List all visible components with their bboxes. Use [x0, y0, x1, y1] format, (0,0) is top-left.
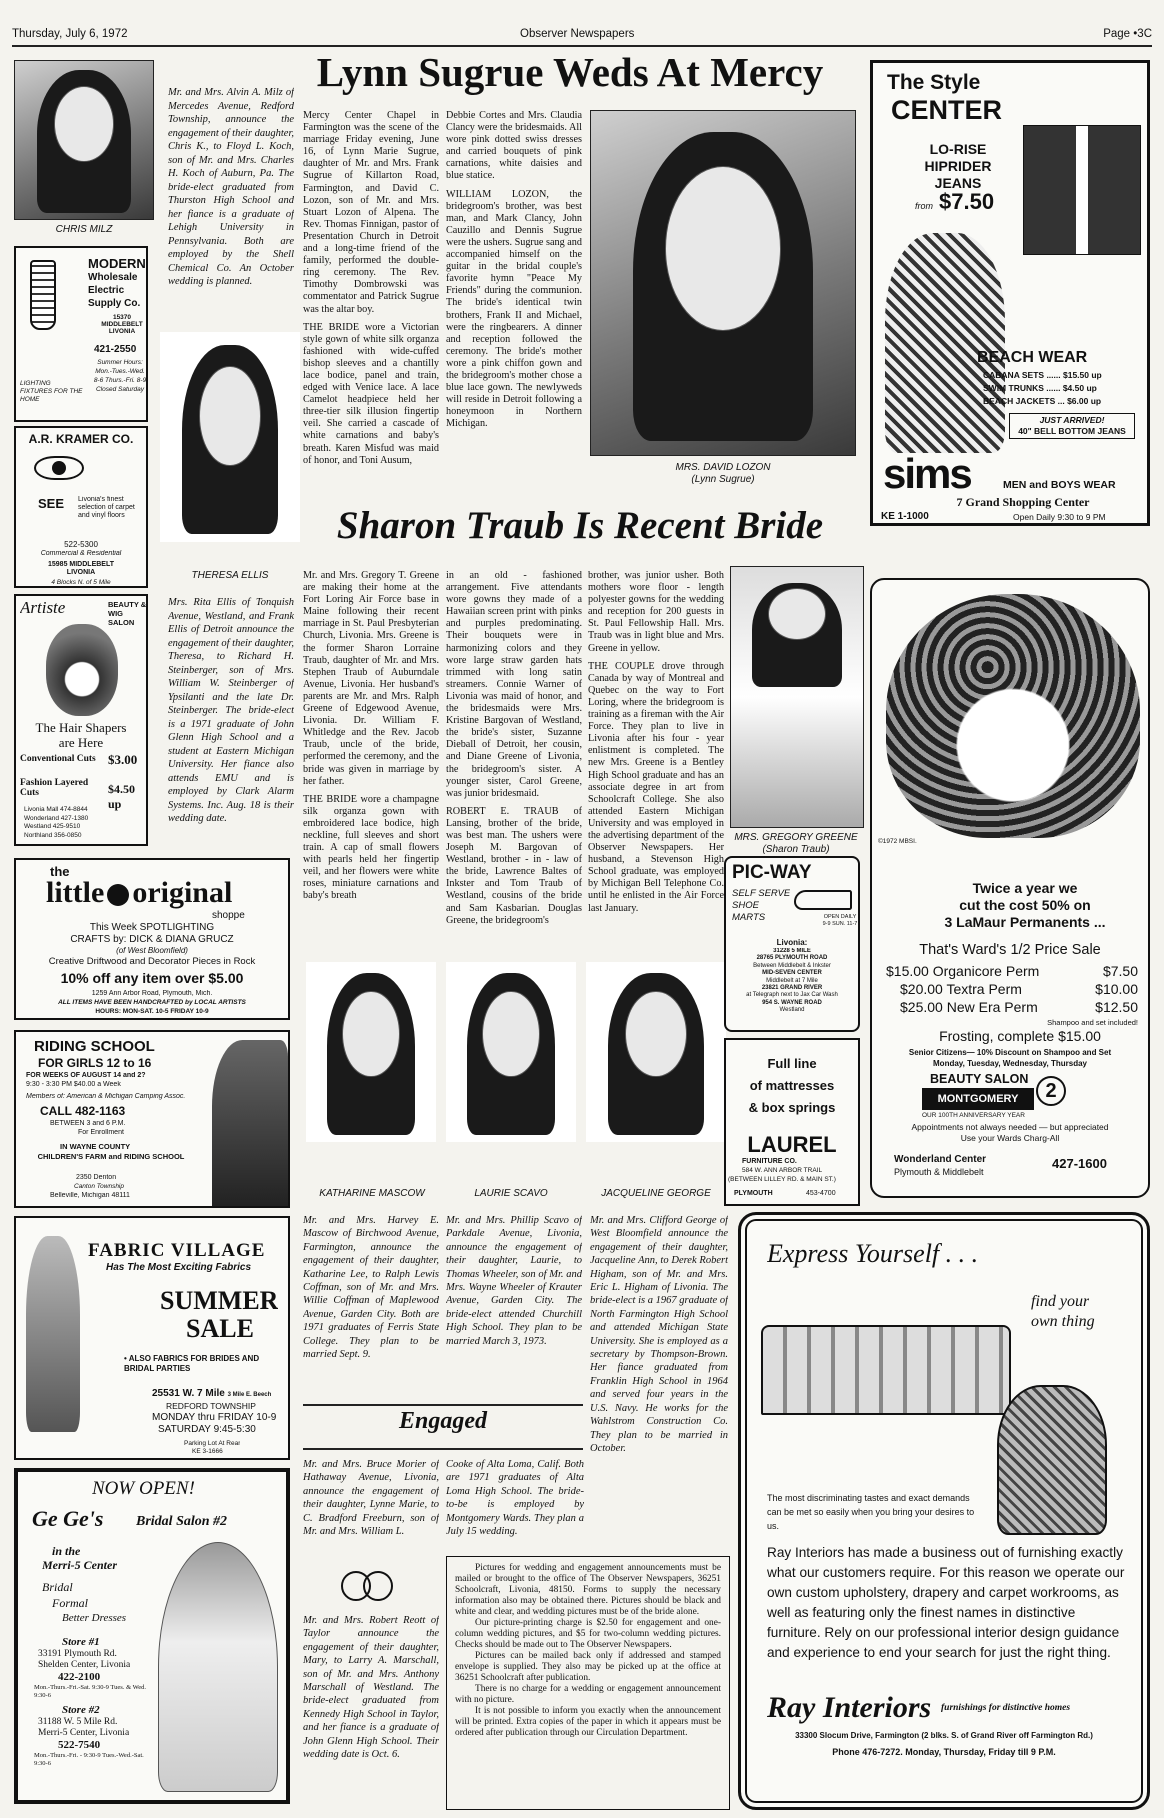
style-arr2: 40" BELL BOTTOM JEANS	[1018, 426, 1126, 436]
kramer-phone: 522-5300	[64, 540, 98, 549]
traub-col2	[446, 570, 582, 927]
ward-frost: Frosting, complete $15.00	[939, 1028, 1101, 1044]
style-item-name: BEACH JACKETS	[983, 396, 1056, 406]
modern-name: MODERN	[88, 256, 146, 271]
fabric-h1: MONDAY thru FRIDAY 10-9	[152, 1412, 277, 1423]
laurel-name: LAUREL	[747, 1132, 837, 1157]
ray-find1: find your	[1031, 1293, 1090, 1310]
artiste-loc: Wonderland 427-1380	[24, 814, 89, 822]
picway-l3: MARTS	[732, 912, 766, 923]
ward-row-item: $25.00 New Era Perm	[900, 999, 1038, 1015]
artiste-loc: Westland 425-9510	[24, 823, 81, 830]
ward-salon: BEAUTY SALON	[930, 1072, 1029, 1086]
ward-row-price: $7.50	[1102, 963, 1138, 979]
modern-tag: LIGHTING FIXTURES FOR THE HOME	[20, 380, 83, 403]
engaged-title: Engaged	[398, 1408, 487, 1434]
riding-t10: 2350 Denton	[76, 1174, 117, 1181]
riding-call: CALL 482-1163	[40, 1104, 126, 1118]
gege-name: Ge Ge's	[32, 1506, 104, 1531]
style-item-price: $15.50 up	[1062, 370, 1102, 380]
gege-s2a: 31188 W. 5 Mile Rd.	[38, 1717, 118, 1727]
modern-name4: Supply Co.	[88, 298, 141, 309]
ward-phone: 427-1600	[1052, 1156, 1107, 1171]
little-l3: (of West Bloomfield)	[116, 946, 188, 955]
artiste-locations	[24, 806, 134, 840]
masthead-rule	[12, 45, 1152, 47]
curly-hair-woman-illustration	[886, 594, 1140, 838]
little-the: the	[50, 864, 70, 879]
fabric-sale1: SUMMER	[160, 1286, 279, 1315]
woman-illustration-icon	[46, 624, 118, 716]
style-j2: HIPRIDER	[924, 158, 992, 174]
bride-illustration	[158, 1542, 278, 1792]
ray-body: Ray Interiors has made a business out of furnishing exactly what our customers require. For this reason we operate our own custom upholstery, drapery and carpet workrooms, as well as featuring only the finest names in distinctive furniture. Rely on our professional interior design guidance and experience to end your search for just the right thing.	[767, 1545, 1125, 1660]
notice-p2: Our picture-printing charge is $2.50 for engagement and one-column wedding pictures, and $5 for two-column wedding pictures. Checks should be made out to The Observer Newspapers.	[455, 1618, 721, 1650]
ward-row-price: $12.50	[1095, 999, 1138, 1015]
ad-gege-bridal	[14, 1468, 290, 1804]
photo-mrs-gregory-greene	[730, 566, 864, 828]
sugrue-col2-p2: WILLIAM LOZON, the bridegroom's brother, was best man, and Mark Clancy, John Cauzillo and Dennis Sugrue were the ushers. Sugrue sang and accompanied himself on the guitar in the bridal couple's favorite hymn "Peace My Friends" during the communion. The bride's identical twin brothers, Frank II and Michael, were the ringbearers. A dinner and reception followed the ceremony. The bride's mother wore a pink chiffon gown and the bridegroom's mother chose a blue lace gown. The newlyweds will reside in Detroit following a honeymoon in Northern Michigan.	[446, 188, 582, 430]
artiste-tag2: are Here	[58, 735, 104, 750]
photo-katharine-mascow	[306, 962, 436, 1142]
sofa-illustration	[761, 1325, 1011, 1415]
photo-theresa-ellis	[160, 332, 300, 542]
laurel-addr: 584 W. ANN ARBOR TRAIL	[742, 1167, 823, 1174]
gege-s2p: 522-7540	[58, 1739, 101, 1751]
sugrue-col1-p2: THE BRIDE wore a Victorian style gown of white silk organza fashioned with wide-cuffed bishop sleeves and a chantilly lace bodice, panel and train, edged with Venice lace. A lace Camelot headpiece held her three-tier silk illusion fingertip veil. She carried a cascade of white carnations and baby's breath. Karen Misfud was maid of honor, and Toni Ausum,	[303, 321, 439, 466]
caption-greene-2: (Sharon Traub)	[762, 844, 830, 855]
modern-name3: Electric	[88, 285, 125, 296]
fabric-sale2: SALE	[186, 1314, 254, 1343]
sugrue-col2-p1: Debbie Cortes and Mrs. Claudia Clancy were the bridesmaids. All wore pink dotted swiss dresses and carried bouquets of pink carnations, white daisies and blue statice.	[446, 110, 582, 182]
artiste-l1: Conventional Cuts	[20, 754, 96, 764]
ad-modern-electric	[14, 246, 148, 422]
artiste-p1: $3.00	[108, 752, 138, 767]
gege-s2h: Mon.-Thurs.-Fri. - 9:30-9 Tues.-Wed.-Sat. 9:30-6	[34, 1752, 144, 1767]
artiste-name: Artiste	[20, 598, 66, 617]
notice-text	[455, 1563, 721, 1739]
ward-price-row	[886, 980, 1138, 998]
gege-b2: Formal	[52, 1596, 88, 1610]
eye-icon	[34, 456, 84, 480]
style-t2: CENTER	[891, 95, 1003, 125]
notice-p4: There is no charge for a wedding or engagement announcement with no picture.	[455, 1684, 721, 1705]
gege-s1p: 422-2100	[58, 1671, 101, 1683]
modern-addr: 15370 MIDDLEBELT LIVONIA	[101, 314, 143, 335]
gege-s1a: 33191 Plymouth Rd.	[38, 1649, 117, 1659]
picway-addr: 954 S. WAYNE ROAD	[762, 999, 822, 1006]
style-beach: BEACH WEAR	[977, 349, 1088, 366]
ward-store2: Plymouth & Middlebelt	[894, 1167, 984, 1177]
fabric-addr-text: 25531 W. 7 Mile	[152, 1388, 225, 1399]
style-j3: JEANS	[934, 175, 982, 191]
sugrue-col1-p1: Mercy Center Chapel in Farmington was the scene of the marriage Friday evening, June 16, of Lynn Marie Sugrue, daughter of Mr. and Mrs. Frank Sugrue of Killarton Road, Farmington, and David C. Lozon, son of Mr. and Mrs. Stuart Lozon of Alpena. The Rev. Thomas Finnigan, pastor of Presentation Church in Detroit and a long-time friend of the family, performed the double-ring ceremony. The Rev. Timothy Dombrowski was commentator and Patrick Sugrue was the altar boy.	[303, 110, 439, 315]
morier-text-2: Cooke of Alta Loma, Calif. Both are 1971 graduates of Alta Loma High School. The bride-to-be is employed by Montgomery Wards. They plan a July 15 wedding.	[446, 1459, 584, 1538]
traub-col3	[588, 570, 724, 915]
fabric-phone: KE 3-1666	[192, 1448, 223, 1455]
fabric-town: REDFORD TOWNSHIP	[166, 1401, 256, 1411]
riding-t7: For Enrollment	[78, 1129, 124, 1136]
ad-wards-beauty-salon	[870, 578, 1150, 1198]
ward-price-list	[886, 962, 1138, 1016]
ad-ray-interiors	[738, 1212, 1150, 1810]
style-price: $7.50	[939, 189, 995, 214]
modern-phone: 421-2550	[94, 344, 137, 355]
photo-laurie-scavo	[446, 962, 576, 1142]
style-j1: LO-RISE	[929, 141, 987, 157]
little-shoppe: shoppe	[212, 910, 245, 921]
style-item-name: CABANA SETS	[983, 370, 1045, 380]
ward-h1: Twice a year we	[972, 880, 1078, 896]
headline-traub: Sharon Traub Is Recent Bride	[336, 504, 824, 547]
little-addr: 1259 Ann Arbor Road, Plymouth, Mich.	[91, 990, 213, 997]
fabric-name: FABRIC VILLAGE	[88, 1240, 266, 1261]
man-illustration	[885, 233, 1005, 453]
ad-riding-school	[14, 1030, 290, 1208]
riding-t2: FOR GIRLS 12 to 16	[38, 1056, 152, 1070]
scavo-text: Mr. and Mrs. Phillip Scavo of Parkdale Avenue, Livonia, announce the engagement of their daughter, Laurie, to Thomas Wheeler, son of Mr. and Mrs. Wayne Wheeler of Krauter Avenue, Garden City. The bride-elect attended Churchill High School. They plan to be married March 3, 1973.	[446, 1215, 582, 1347]
little-hours: HOURS: MON-SAT. 10-5 FRIDAY 10-9	[95, 1008, 209, 1015]
kramer-addr: 15985 MIDDLEBELT LIVONIA	[48, 561, 114, 576]
picway-l2: SHOE	[732, 900, 759, 911]
fabric-addr2: 3 Mile E. Beech	[227, 1392, 272, 1398]
little-offer: 10% off any item over $5.00	[60, 970, 244, 986]
caption-lozon-2: (Lynn Sugrue)	[691, 474, 755, 485]
engaged-rule-bottom	[303, 1448, 583, 1450]
style-item-price: $4.50 up	[1062, 383, 1097, 393]
jeans-illustration	[1023, 125, 1141, 255]
ward-h3: 3 LaMaur Permanents ...	[944, 914, 1106, 930]
little-name1: little	[46, 876, 105, 909]
fabric-also: • ALSO FABRICS FOR BRIDES AND BRIDAL PARTIES	[124, 1354, 260, 1373]
ward-anniv: OUR 100TH ANNIVERSARY YEAR	[922, 1112, 1025, 1119]
style-hours: Open Daily 9:30 to 9 PM	[1013, 512, 1106, 522]
picway-addr: Westland	[779, 1007, 805, 1014]
riding-t8: IN WAYNE COUNTY	[60, 1142, 131, 1151]
style-ctr: 7 Grand Shopping Center	[956, 495, 1090, 509]
artiste-l2: Fashion Layered Cuts	[20, 778, 89, 798]
ad-kramer	[14, 426, 148, 588]
picway-addr: 28765 PLYMOUTH ROAD	[756, 955, 828, 962]
ladybug-icon	[107, 884, 129, 906]
sugrue-col1	[303, 110, 439, 467]
gege-b1: Bridal	[42, 1580, 73, 1594]
traub-col1-p1: Mr. and Mrs. Gregory T. Greene are making their home at the Fort Loring Air Force base in Maine following their recent marriage in St. Paul Presbyterian Church, Livonia. Mrs. Greene is the former Sharon Lorraine Traub, daughter of Mr. and Mrs. Stephen Traub of Auburndale Avenue, Livonia. Her husband's parents are Mr. and Mrs. Ralph Greene of Edgewood Avenue, Livonia. Dr. William F. Whitledge and the Rev. Jacob Traub, uncle of the bride, performed the ceremony, and the bride was given in marriage by her father.	[303, 570, 439, 787]
ad-fabric-village	[14, 1216, 290, 1460]
modern-name2: Wholesale	[88, 272, 138, 283]
style-arrived-box	[1009, 413, 1135, 439]
notice-box	[446, 1556, 730, 1810]
ward-inc: Shampoo and set included!	[1047, 1018, 1138, 1027]
laurel-addr2: (BETWEEN LILLEY RD. & MAIN ST.)	[728, 1176, 836, 1183]
style-item: SWIM TRUNKS ...... $4.50 up	[983, 383, 1097, 393]
ward-sen2: Monday, Tuesday, Wednesday, Thursday	[933, 1059, 1087, 1068]
laurel-city: PLYMOUTH	[734, 1190, 773, 1197]
ward-appt2: Use your Wards Charg-All	[960, 1133, 1060, 1143]
ray-headline: Express Yourself . . .	[767, 1239, 979, 1268]
masthead	[12, 28, 1152, 44]
little-l2: CRAFTS by: DICK & DIANA GRUCZ	[70, 934, 234, 945]
style-from: from	[915, 201, 933, 211]
riding-t6: BETWEEN 3 and 6 P.M.	[50, 1120, 126, 1127]
gege-b3: Better Dresses	[62, 1612, 127, 1624]
little-l4: Creative Driftwood and Decorator Pieces in Rock	[48, 956, 256, 967]
notice-p3: Pictures can be mailed back only if addressed and stamped envelope is supplied. They also may be picked up at the office at 36251 Schoolcraft after publication.	[455, 1651, 721, 1683]
riding-t3: FOR WEEKS OF AUGUST 14 and 2?	[26, 1072, 146, 1079]
fabric-also-text: ALSO FABRICS FOR BRIDES AND BRIDAL PARTIES	[124, 1354, 260, 1373]
picway-l1: SELF SERVE	[732, 888, 791, 899]
ray-tag: The most discriminating tastes and exact demands can be met so easily when you bring your desires to us.	[767, 1493, 975, 1531]
dress-form-illustration	[26, 1236, 80, 1432]
sugrue-col2	[446, 110, 582, 430]
riding-t4: 9:30 - 3:30 PM $40.00 a Week	[26, 1081, 121, 1088]
riding-t5: Members of: American & Michigan Camping Assoc.	[26, 1093, 186, 1100]
notice-p5: It is not possible to inform you exactly when the announcement will be printed. Extra copies of the paper in which it appears must be ordered after publication through our Circulation Department.	[455, 1706, 721, 1738]
picway-addr: 31228 5 MILE	[773, 948, 811, 954]
morier-text: Mr. and Mrs. Bruce Morier of Hathaway Avenue, Livonia, announce the engagement of their daughter, Lynne Marie, to C. Bradford Freeburn, son of Mr. and Mrs. William L.	[303, 1459, 439, 1538]
picway-addr: Middlebelt at 7 Mile	[766, 977, 818, 984]
kramer-see: SEE	[38, 496, 65, 511]
riding-t9: CHILDREN'S FARM and RIDING SCHOOL	[37, 1152, 185, 1161]
ward-appt1: Appointments not always needed — but appreciated	[911, 1122, 1109, 1132]
sims-logo: sims	[883, 453, 971, 495]
traub-col1-p2: THE BRIDE wore a champagne silk organza gown with embroidered lace bodice, high neckline, full sleeves and short train. A cap of small flowers with pearls held her fingertip veil, and her flowers were white roses, miniature carnations and baby's breath	[303, 793, 439, 902]
mascow-text: Mr. and Mrs. Harvey E. Mascow of Birchwood Avenue, Farmington, announce the engagement of their daughter, Katharine Lee, to Ralph Lewis Coffman, son of Mr. and Mrs. Willie Coffman of Maplewood Avenue, Garden City. Both are 1971 graduates of Ferris State College. They plan to be married Sept. 9.	[303, 1215, 439, 1361]
ward-anniversary-badge: 2	[1036, 1076, 1066, 1106]
fabric-lot: Parking Lot At Rear	[184, 1440, 241, 1447]
traub-col2-p1: in an old - fashioned arrangement. Five attendants wore gowns they made of a Hawaiian screen print with pinks and purples predominating. Their bouquets were in harmonizing colors and they wore large straw garden hats trimmed with long satin streamers. Connie Warner of Livonia was maid of honor, and the bridesmaids were Mrs. Kristine Bargovan of Westland, the bride's sister, Suzanne Dieball of Detroit, her cousin, and Diane Greene of Livonia, the bridegroom's sister. A younger sister, Carol Greene, was junior bridesmaid.	[446, 570, 582, 799]
picway-city: Livonia:	[776, 938, 808, 947]
ward-price-head: That's Ward's 1/2 Price Sale	[919, 942, 1101, 958]
notice-p1: Pictures for wedding and engagement announcements must be mailed or brought to the office of The Observer Newspapers, 36251 Schoolcraft, Livonia, 48150. Forms to supply the necessary information also may be obtained there. Pictures should be black and white and clear, and wedding pictures must be of the bride alone.	[455, 1563, 721, 1617]
little-l5: ALL ITEMS HAVE BEEN HANDCRAFTED by LOCAL ARTISTS	[58, 999, 246, 1006]
ward-h2: cut the cost 50% on	[959, 897, 1091, 913]
fabric-h2: SATURDAY 9:45-5:30	[158, 1424, 256, 1435]
wedding-rings-icon	[330, 1566, 410, 1606]
style-arr1: JUST ARRIVED!	[1039, 415, 1105, 425]
riding-t11: Canton Township	[74, 1183, 124, 1190]
gege-salon: Bridal Salon #2	[136, 1514, 228, 1529]
picway-open: OPEN DAILY 9-9 SUN. 11-7	[822, 914, 858, 927]
style-t1: The Style	[887, 71, 981, 94]
ad-picway	[724, 856, 860, 1032]
ward-price-row	[886, 998, 1138, 1016]
fabric-addr	[152, 1388, 271, 1399]
gege-ctr: Merri-5 Center	[42, 1558, 117, 1572]
artiste-loc: Northland 356-0850	[24, 831, 82, 839]
artiste-tag1: The Hair Shapers	[35, 720, 127, 735]
ellis-text: Mrs. Rita Ellis of Tonquish Avenue, Westland, and Frank Ellis of Detroit announce the engagement of their daughter, Theresa, to Richard H. Steinberger, son of Mrs. William W. Steinberger of Ypsilanti and the late Dr. Steinberger. The bride-elect is a 1971 graduate of John Glenn High School and a student at Eastern Michigan University. Her fiance also attends EMU and is employed by Clark Alarm Systems. Inc. Aug. 18 is their wedding date.	[168, 597, 294, 824]
ray-find2: own thing	[1031, 1313, 1095, 1330]
ward-price-row	[886, 962, 1138, 980]
laurel-l2: of mattresses	[749, 1078, 835, 1093]
traub-col2-p2: ROBERT E. TRAUB of Lansing, brother of the bride, was best man. The ushers were Joseph M. Bargovan of Westland, brother - in - law of the bride, Lawrence Baltes of Inkster and Tom Traub of Westland, cousins of the bride and Sam Kasbarian. Douglas Greene, the bridegroom's	[446, 805, 582, 926]
caption-greene: MRS. GREGORY GREENE	[734, 832, 858, 843]
picway-addr: MID-SEVEN CENTER	[762, 970, 822, 977]
ward-logo: MONTGOMERY	[922, 1088, 1034, 1110]
caption-scavo: LAURIE SCAVO	[474, 1188, 548, 1199]
gege-s1: Store #1	[62, 1636, 100, 1648]
picway-name: PIC-WAY	[732, 862, 812, 883]
ad-little-original	[14, 858, 290, 1020]
laurel-l1: Full line	[767, 1056, 817, 1071]
artiste-sub: BEAUTY & WIG SALON	[108, 600, 147, 627]
chair-illustration	[997, 1385, 1107, 1535]
masthead-date: Thursday, July 6, 1972	[12, 28, 128, 40]
photo-mrs-david-lozon	[590, 110, 856, 456]
gege-s2: Store #2	[62, 1704, 100, 1716]
laurel-sub: FURNITURE CO.	[742, 1158, 797, 1165]
style-phone: KE 1-1000	[881, 511, 929, 522]
engaged-rule-top	[303, 1404, 583, 1406]
ray-sub: furnishings for distinctive homes	[941, 1703, 1071, 1713]
style-item-list	[983, 369, 1147, 408]
artiste-loc: Livonia Mall 474-8844	[24, 806, 88, 813]
ward-row-item: $15.00 Organicore Perm	[886, 963, 1040, 979]
style-men: MEN and BOYS WEAR	[1003, 479, 1116, 491]
style-item-name: SWIM TRUNKS	[983, 383, 1044, 393]
picway-addresses	[728, 948, 856, 1015]
fabric-tag: Has The Most Exciting Fabrics	[106, 1262, 252, 1273]
ray-addr: 33300 Slocum Drive, Farmington (2 blks. S. of Grand River off Farmington Rd.)	[795, 1731, 1093, 1740]
modern-hours: Summer Hours: Mon.-Tues.-Wed. 8-6 Thurs.-Fri. 8-9 Closed Saturday	[93, 359, 147, 393]
ray-name: Ray Interiors	[767, 1691, 932, 1724]
milz-text: Mr. and Mrs. Alvin A. Milz of Mercedes Avenue, Redford Township, announce the engagement of their daughter, Chris K., to Floyd L. Koch, son of Mr. and Mrs. Charles H. Koch of Auburn, Pa. The bride-elect graduated from Thurston High School and her fiance is a graduate of Lehigh University in Pennsylvania. Both are employed by the Shell Chemical Co. An October wedding is planned.	[168, 87, 294, 287]
ward-sen1: Senior Citizens— 10% Discount on Shampoo and Set	[908, 1048, 1112, 1057]
traub-col3-p1: brother, was junior usher. Both mothers wore floor - length polyester gowns for the wedding and reception for 200 guests in St. Paul Fellowship Hall. Mrs. Traub was in light blue and Mrs. Greene in yellow.	[588, 570, 724, 654]
kramer-kind: Commercial & Residential	[40, 550, 122, 557]
caption-mascow: KATHARINE MASCOW	[319, 1188, 425, 1199]
laurel-phone: 453-4700	[806, 1190, 836, 1197]
george-text: Mr. and Mrs. Clifford George of West Bloomfield announce the engagement of their daughter, Jacqueline Ann, to Derek Robert Higham, son of Mr. and Mrs. Eric L. Higham of Livonia. The bride-elect is a 1967 graduate of North Farmington High School and attended Michigan State University. She is employed as a secretary by Thompson-Brown. Her fiance graduated from Franklin High School in 1964 and served four years in the U.S. Navy. He works for the Wahlstrom Construction Co. They plan to be married in October.	[590, 1215, 728, 1454]
traub-col3-p2: THE COUPLE drove through Canada by way of Montreal and Quebec on the way to Fort Loring, where the bridegroom is training as a fireman with the Air Force. They plan to live in Livonia after his four - year enlistment is completed. The new Mrs. Greene is a Bentley High School graduate and has an associate degree in art from Schoolcraft College. She also attended Eastern Michigan University and was employed in the advertising department of the Observer Newspapers. Her husband, a Stevenson High School graduate, was employed by Michigan Bell Telephone Co. until he enlisted in the Air Force last January.	[588, 660, 724, 914]
riding-t12: Belleville, Michigan 48111	[50, 1192, 130, 1199]
ward-store1: Wonderland Center	[894, 1154, 987, 1165]
kramer-dir: 4 Blocks N. of 5 Mile	[51, 579, 111, 586]
photo-chris-milz	[14, 60, 154, 220]
masthead-page: Page •3C	[1103, 28, 1152, 40]
ad-laurel-furniture	[724, 1038, 860, 1206]
picway-addr: 23821 GRAND RIVER	[761, 985, 823, 992]
photo-jacqueline-george	[586, 962, 726, 1142]
picway-addr: Between Middlebelt & Inkster	[753, 962, 831, 969]
horse-head-icon	[212, 1040, 288, 1206]
little-l1: This Week SPOTLIGHTING	[89, 922, 215, 933]
caption-george: JACQUELINE GEORGE	[601, 1188, 711, 1199]
little-logo	[46, 876, 232, 910]
traub-col1	[303, 570, 439, 903]
style-item: BEACH JACKETS ... $6.00 up	[983, 396, 1102, 406]
gege-s1b: Shelden Center, Livonia	[38, 1660, 131, 1670]
kramer-name: A.R. KRAMER CO.	[28, 432, 134, 446]
gege-now: NOW OPEN!	[92, 1478, 195, 1499]
ward-row-price: $10.00	[1095, 981, 1138, 997]
kramer-desc: Livonia's finest selection of carpet and vinyl floors	[78, 496, 135, 519]
lamp-icon	[30, 260, 56, 330]
ad-style-center	[870, 60, 1150, 526]
picway-addr: at Telegraph next to Jax Car Wash	[746, 992, 838, 999]
style-item-price: $6.00 up	[1067, 396, 1102, 406]
gege-s1h: Mon.-Thurs.-Fri.-Sat. 9:30-9 Tues. & Wed. 9:30-6	[34, 1684, 147, 1699]
style-item: CABANA SETS ...... $15.50 up	[983, 370, 1102, 380]
caption-theresa-ellis: THERESA ELLIS	[191, 570, 269, 581]
ward-copy: ©1972 MBSI.	[878, 838, 917, 845]
masthead-paper: Observer Newspapers	[520, 28, 635, 40]
riding-t1: RIDING SCHOOL	[34, 1038, 155, 1055]
artiste-p2: $4.50 up	[108, 782, 135, 811]
gege-in: in the	[52, 1544, 81, 1558]
laurel-l3: & box springs	[748, 1100, 836, 1115]
caption-lozon: MRS. DAVID LOZON	[675, 462, 771, 473]
ad-artiste	[14, 594, 148, 846]
caption-chris-milz: CHRIS MILZ	[55, 224, 113, 235]
reott-text: Mr. and Mrs. Robert Reott of Taylor announce the engagement of their daughter, Mary, to Larry A. Marschall, son of Mr. and Mrs. Anthony Marschall of Westland. The bride-elect graduated from Kennedy High School in Taylor, and her fiance is a graduate of John Glenn High School. Their wedding date is Oct. 6.	[303, 1615, 439, 1761]
ray-phone: Phone 476-7272. Monday, Thursday, Friday till 9 P.M.	[832, 1747, 1056, 1757]
little-name2: original	[132, 876, 233, 909]
gege-s2b: Merri-5 Center, Livonia	[38, 1728, 130, 1738]
ward-row-item: $20.00 Textra Perm	[900, 981, 1022, 997]
headline-sugrue: Lynn Sugrue Weds At Mercy	[316, 49, 824, 95]
shoe-icon	[794, 890, 852, 910]
